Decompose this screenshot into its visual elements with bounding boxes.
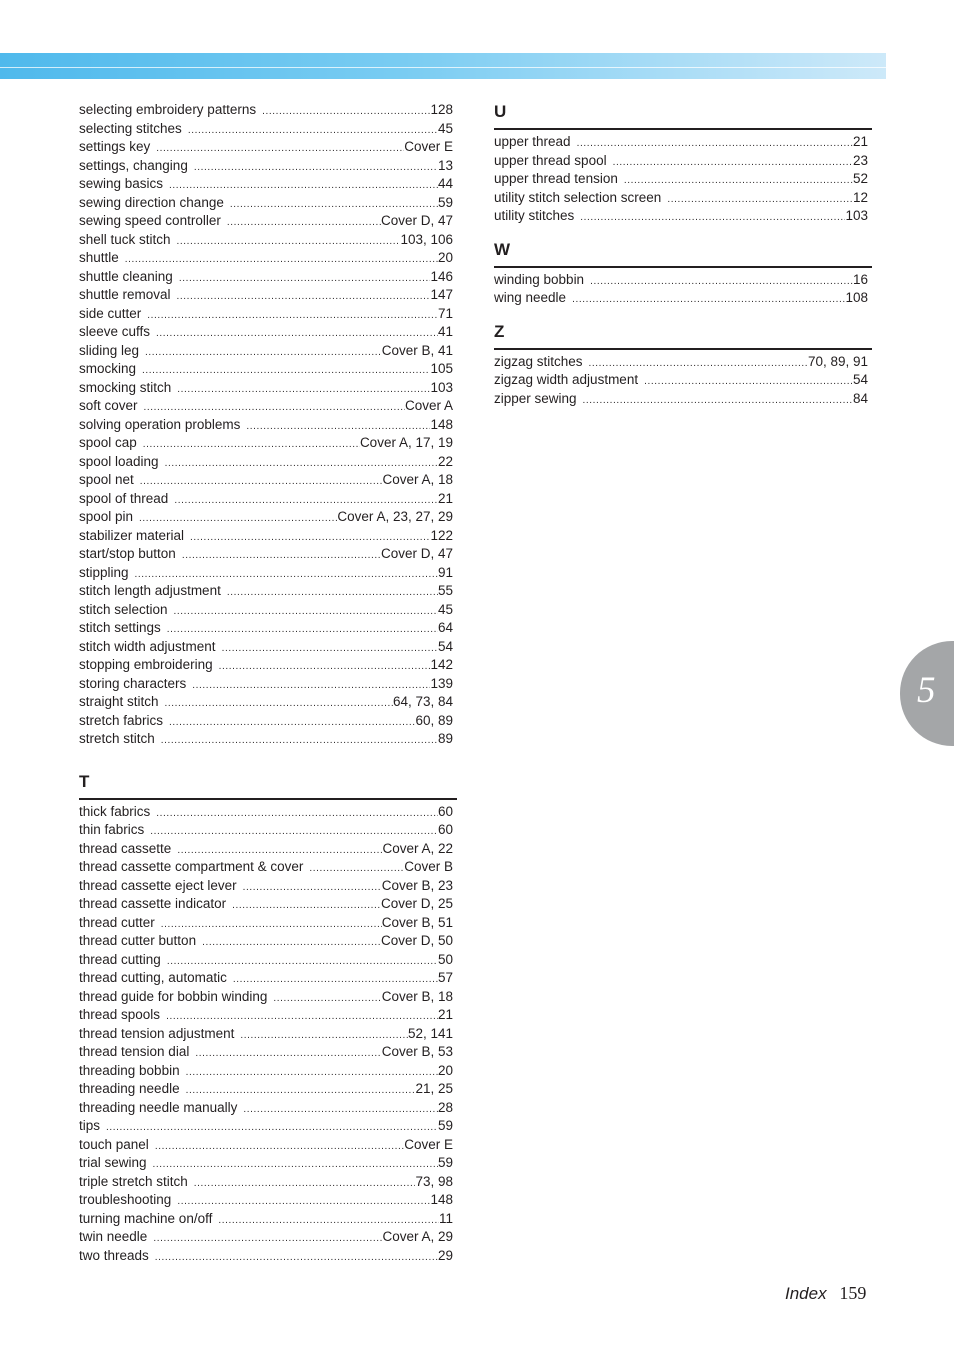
index-entry xyxy=(79,988,457,1007)
index-term: upper thread tension xyxy=(494,171,618,186)
index-page-ref: 108 xyxy=(845,290,868,305)
index-page-ref: 103 xyxy=(430,379,453,395)
index-page-ref: 103, 106 xyxy=(400,231,453,247)
index-entry xyxy=(494,207,872,226)
index-term: threading needle xyxy=(79,1081,180,1096)
index-term: thread cassette indicator xyxy=(79,896,227,911)
dot-leader xyxy=(153,1156,438,1175)
index-page-ref: 89 xyxy=(437,731,453,746)
index-page-ref: 60, 89 xyxy=(415,712,453,728)
index-entry xyxy=(79,101,457,120)
index-term: selecting stitches xyxy=(79,120,182,136)
index-page-ref: 60 xyxy=(437,803,453,819)
index-term: thread tension adjustment xyxy=(79,1025,235,1041)
index-entry xyxy=(79,675,457,694)
index-entry xyxy=(494,271,872,290)
index-entry xyxy=(79,138,457,157)
index-entry xyxy=(79,858,457,877)
index-page-ref: 91 xyxy=(437,564,453,580)
dot-leader xyxy=(262,103,430,122)
index-entry xyxy=(79,545,457,564)
dot-leader xyxy=(155,1249,438,1268)
index-entry xyxy=(79,821,457,840)
index-entry xyxy=(79,564,457,583)
header-color-band xyxy=(0,53,886,79)
index-term: wing needle xyxy=(494,290,567,305)
index-entry xyxy=(79,638,457,657)
index-entry xyxy=(79,305,457,324)
index-page-ref: 73, 98 xyxy=(415,1173,453,1189)
index-term: stitch settings xyxy=(79,620,161,635)
index-page-ref: 128 xyxy=(430,102,453,117)
index-page-ref: Cover B, 18 xyxy=(381,988,453,1004)
index-entry xyxy=(79,914,457,933)
index-term: sewing basics xyxy=(79,176,164,191)
index-page-ref: 146 xyxy=(430,268,453,284)
index-term: smocking stitch xyxy=(79,379,172,395)
index-entry xyxy=(79,379,457,398)
index-page-ref: 21, 25 xyxy=(415,1081,453,1096)
index-term: thread cutter xyxy=(79,914,155,930)
index-page-ref: Cover D, 25 xyxy=(380,896,453,911)
dot-leader xyxy=(177,381,430,400)
index-entry xyxy=(79,471,457,490)
index-page-ref: 20 xyxy=(437,250,453,265)
dot-leader xyxy=(232,897,381,916)
index-term: stabilizer material xyxy=(79,527,185,543)
index-page-ref: 44 xyxy=(437,176,453,191)
index-term: stopping embroidering xyxy=(79,657,213,672)
index-page-ref: 28 xyxy=(437,1099,453,1115)
index-term: sleeve cuffs xyxy=(79,324,151,339)
index-entry xyxy=(79,619,457,638)
index-entry xyxy=(79,693,457,712)
index-term: selecting embroidery patterns xyxy=(79,102,257,117)
index-entry xyxy=(79,951,457,970)
index-column-right xyxy=(494,101,872,408)
index-list-s xyxy=(79,101,457,749)
index-term: soft cover xyxy=(79,398,138,413)
index-page-ref: Cover A, 23, 27, 29 xyxy=(337,509,453,524)
index-term: side cutter xyxy=(79,305,142,321)
index-entry xyxy=(79,895,457,914)
section-rule-u xyxy=(494,128,872,130)
index-term: spool pin xyxy=(79,509,134,524)
index-page-ref: 57 xyxy=(437,970,453,985)
dot-leader xyxy=(165,695,393,714)
index-list-z xyxy=(494,353,872,409)
index-term: thread tension dial xyxy=(79,1044,190,1059)
index-entry xyxy=(79,1099,457,1118)
index-page-ref: 21 xyxy=(437,490,453,506)
index-page-ref: 139 xyxy=(430,675,453,691)
index-page-ref: 64 xyxy=(437,620,453,635)
index-entry xyxy=(79,249,457,268)
chapter-tab-number: 5 xyxy=(917,670,936,711)
index-list-w xyxy=(494,271,872,308)
index-page-ref: Cover B xyxy=(404,859,453,874)
index-page-ref: 52, 141 xyxy=(407,1025,453,1041)
dot-leader xyxy=(227,214,381,233)
index-page-ref: Cover A, 22 xyxy=(382,840,453,856)
dot-leader xyxy=(161,732,438,751)
dot-leader xyxy=(188,122,438,141)
index-page-ref: Cover B, 53 xyxy=(381,1044,453,1059)
index-entry xyxy=(494,152,872,171)
dot-leader xyxy=(227,584,438,603)
index-term: thread cassette compartment & cover xyxy=(79,859,304,874)
dot-leader xyxy=(143,436,360,455)
dot-leader xyxy=(140,473,383,492)
index-entry xyxy=(494,170,872,189)
index-entry xyxy=(79,1154,457,1173)
index-term: stitch width adjustment xyxy=(79,638,216,654)
section-letter-z: Z xyxy=(494,321,505,341)
index-page-ref: 16 xyxy=(852,271,868,287)
index-entry xyxy=(79,157,457,176)
index-page-ref: Cover D, 50 xyxy=(380,933,453,948)
dot-leader xyxy=(219,658,431,677)
index-entry xyxy=(79,803,457,822)
section-letter-u: U xyxy=(494,102,507,121)
index-page-ref: 60 xyxy=(437,822,453,837)
index-page-ref: 64, 73, 84 xyxy=(392,694,453,709)
index-term: upper thread xyxy=(494,134,571,149)
dot-leader xyxy=(182,547,381,566)
section-rule-w xyxy=(494,266,872,268)
dot-leader xyxy=(177,233,401,252)
index-entry xyxy=(79,582,457,601)
index-page-ref: Cover D, 47 xyxy=(380,213,453,228)
index-term: sewing direction change xyxy=(79,194,224,210)
index-page-ref: 70, 89, 91 xyxy=(807,353,868,369)
index-page-ref: 147 xyxy=(430,287,453,302)
index-page-ref: 71 xyxy=(437,305,453,321)
dot-leader xyxy=(179,270,431,289)
index-term: spool cap xyxy=(79,435,137,450)
index-page-ref: Cover D, 47 xyxy=(380,546,453,561)
index-term: shuttle cleaning xyxy=(79,268,173,284)
index-page-ref: 45 xyxy=(437,601,453,617)
dot-leader xyxy=(174,603,438,622)
index-term: straight stitch xyxy=(79,694,159,709)
index-entry xyxy=(79,1117,457,1136)
index-term: stitch selection xyxy=(79,601,168,617)
index-entry xyxy=(494,390,872,409)
index-page-ref: 84 xyxy=(852,390,868,406)
index-entry xyxy=(79,268,457,287)
index-page-ref: Cover E xyxy=(404,139,453,154)
index-term: spool net xyxy=(79,472,134,487)
index-term: stretch stitch xyxy=(79,731,155,746)
index-entry xyxy=(494,133,872,152)
index-term: threading bobbin xyxy=(79,1062,180,1078)
index-page-ref: 54 xyxy=(437,638,453,654)
index-page-ref: 50 xyxy=(437,951,453,967)
index-page-ref: Cover A, 17, 19 xyxy=(359,435,453,450)
index-term: stippling xyxy=(79,564,129,580)
index-page-ref: 148 xyxy=(430,416,453,432)
index-term: zigzag stitches xyxy=(494,353,583,369)
index-page-ref: Cover B, 41 xyxy=(381,342,453,358)
index-term: triple stretch stitch xyxy=(79,1173,188,1189)
index-page-ref: 142 xyxy=(430,657,453,672)
dot-leader xyxy=(243,1101,438,1120)
index-entry xyxy=(79,490,457,509)
index-term: trial sewing xyxy=(79,1155,147,1170)
index-term: turning machine on/off xyxy=(79,1210,213,1226)
index-term: thread spools xyxy=(79,1007,161,1022)
footer-page-number: 159 xyxy=(839,1283,867,1303)
index-term: stitch length adjustment xyxy=(79,583,221,598)
index-term: utility stitches xyxy=(494,208,575,223)
dot-leader xyxy=(153,1230,382,1249)
index-term: storing characters xyxy=(79,675,187,691)
index-entry xyxy=(79,508,457,527)
dot-leader xyxy=(177,288,431,307)
index-term: thread cutting xyxy=(79,951,161,967)
index-list-u xyxy=(494,133,872,226)
section-rule-z xyxy=(494,348,872,350)
index-entry xyxy=(79,120,457,139)
index-entry xyxy=(79,453,457,472)
index-term: thread cutting, automatic xyxy=(79,970,227,985)
dot-leader xyxy=(644,373,853,392)
index-page-ref: 105 xyxy=(430,361,453,376)
dot-leader xyxy=(222,640,438,659)
index-entry xyxy=(79,527,457,546)
chapter-tab xyxy=(900,641,954,746)
page-footer xyxy=(785,1283,866,1304)
dot-leader xyxy=(273,990,381,1009)
dot-leader xyxy=(580,209,845,228)
index-page-ref: 11 xyxy=(438,1210,453,1226)
index-term: thread guide for bobbin winding xyxy=(79,988,268,1004)
index-page-ref: 21 xyxy=(852,134,868,149)
index-page-ref: 148 xyxy=(430,1192,453,1207)
index-page-ref: 59 xyxy=(437,194,453,210)
index-term: sewing speed controller xyxy=(79,213,221,228)
index-page-ref: 23 xyxy=(852,152,868,168)
index-page-ref: 55 xyxy=(437,583,453,598)
dot-leader xyxy=(202,934,381,953)
index-entry xyxy=(494,189,872,208)
index-term: thread cassette xyxy=(79,840,172,856)
dot-leader xyxy=(243,879,382,898)
index-entry xyxy=(79,1043,457,1062)
index-term: spool loading xyxy=(79,453,159,469)
section-letter-t: T xyxy=(79,771,90,791)
index-entry xyxy=(79,286,457,305)
dot-leader xyxy=(156,805,438,824)
index-page-ref: 122 xyxy=(430,527,453,543)
index-entry xyxy=(494,289,872,308)
dot-leader xyxy=(186,1064,438,1083)
dot-leader xyxy=(613,154,853,173)
index-list-t xyxy=(79,803,457,1266)
index-page-ref: Cover A xyxy=(404,398,453,413)
index-term: shell tuck stitch xyxy=(79,231,171,247)
dot-leader xyxy=(142,362,430,381)
index-entry xyxy=(79,1210,457,1229)
dot-leader xyxy=(145,344,382,363)
index-entry xyxy=(79,397,457,416)
index-term: thin fabrics xyxy=(79,822,145,837)
index-entry xyxy=(79,840,457,859)
index-entry xyxy=(79,434,457,453)
index-page-ref: 41 xyxy=(437,324,453,339)
index-page-ref: 12 xyxy=(852,189,868,205)
index-entry xyxy=(79,932,457,951)
index-page-ref: Cover E xyxy=(404,1136,453,1152)
index-page-ref: 22 xyxy=(437,453,453,469)
dot-leader xyxy=(194,1175,416,1194)
section-rule-t xyxy=(79,798,457,800)
dot-leader xyxy=(572,291,845,310)
index-entry xyxy=(79,360,457,379)
dot-leader xyxy=(667,191,853,210)
index-page-ref: Cover A, 29 xyxy=(382,1229,453,1244)
index-page-ref: 29 xyxy=(437,1247,453,1263)
index-term: troubleshooting xyxy=(79,1192,172,1207)
index-entry xyxy=(79,656,457,675)
index-term: thick fabrics xyxy=(79,803,151,819)
index-entry xyxy=(79,1247,457,1266)
index-entry xyxy=(494,371,872,390)
index-term: touch panel xyxy=(79,1136,149,1152)
dot-leader xyxy=(194,159,438,178)
dot-leader xyxy=(195,1045,381,1064)
index-entry xyxy=(79,730,457,749)
index-term: threading needle manually xyxy=(79,1099,238,1115)
index-term: utility stitch selection screen xyxy=(494,189,662,205)
index-page-ref: Cover B, 51 xyxy=(381,914,453,930)
index-term: two threads xyxy=(79,1247,149,1263)
index-term: upper thread spool xyxy=(494,152,607,168)
index-page-ref: 59 xyxy=(437,1155,453,1170)
index-entry xyxy=(79,969,457,988)
footer-section-label: Index xyxy=(785,1284,827,1303)
index-page-ref: 21 xyxy=(437,1007,453,1022)
dot-leader xyxy=(577,135,853,154)
index-entry xyxy=(79,342,457,361)
index-column-left xyxy=(79,101,457,1265)
dot-leader xyxy=(590,273,853,292)
index-term: thread cutter button xyxy=(79,933,197,948)
index-entry xyxy=(79,1228,457,1247)
index-page-ref: 45 xyxy=(437,120,453,136)
dot-leader xyxy=(147,307,438,326)
index-term: spool of thread xyxy=(79,490,169,506)
index-term: sliding leg xyxy=(79,342,140,358)
index-entry xyxy=(79,1191,457,1210)
dot-leader xyxy=(583,392,853,411)
index-page-ref: Cover A, 18 xyxy=(382,472,453,487)
section-letter-w: W xyxy=(494,239,511,259)
index-term: shuttle xyxy=(79,250,119,265)
index-entry xyxy=(79,416,457,435)
dot-leader xyxy=(155,1138,404,1157)
index-entry xyxy=(79,1136,457,1155)
index-term: thread cassette eject lever xyxy=(79,877,237,893)
index-term: tips xyxy=(79,1118,101,1133)
index-term: stretch fabrics xyxy=(79,712,164,728)
index-page-ref: 52 xyxy=(852,171,868,186)
index-term: start/stop button xyxy=(79,546,176,561)
dot-leader xyxy=(106,1119,438,1138)
index-entry xyxy=(79,323,457,342)
index-entry xyxy=(494,353,872,372)
index-term: shuttle removal xyxy=(79,287,171,302)
index-term: solving operation problems xyxy=(79,416,241,432)
index-entry xyxy=(79,175,457,194)
index-term: zigzag width adjustment xyxy=(494,372,639,387)
index-entry xyxy=(79,212,457,231)
index-entry xyxy=(79,231,457,250)
index-entry xyxy=(79,601,457,620)
index-page-ref: Cover B, 23 xyxy=(381,877,453,893)
index-page-ref: 59 xyxy=(437,1118,453,1133)
index-entry xyxy=(79,1173,457,1192)
index-page-ref: 103 xyxy=(845,208,868,223)
index-term: settings key xyxy=(79,139,151,154)
index-entry xyxy=(79,1006,457,1025)
index-term: settings, changing xyxy=(79,157,188,173)
index-term: twin needle xyxy=(79,1229,148,1244)
index-page-ref: 13 xyxy=(437,157,453,173)
index-entry xyxy=(79,1062,457,1081)
index-entry xyxy=(79,1025,457,1044)
index-term: smocking xyxy=(79,361,137,376)
index-page-ref: 20 xyxy=(437,1062,453,1078)
dot-leader xyxy=(169,714,415,733)
index-entry xyxy=(79,877,457,896)
index-term: zipper sewing xyxy=(494,390,577,406)
index-entry xyxy=(79,1080,457,1099)
index-term: winding bobbin xyxy=(494,271,585,287)
index-entry xyxy=(79,194,457,213)
index-page-ref: 54 xyxy=(852,372,868,387)
header-band-line xyxy=(0,67,886,68)
index-entry xyxy=(79,712,457,731)
